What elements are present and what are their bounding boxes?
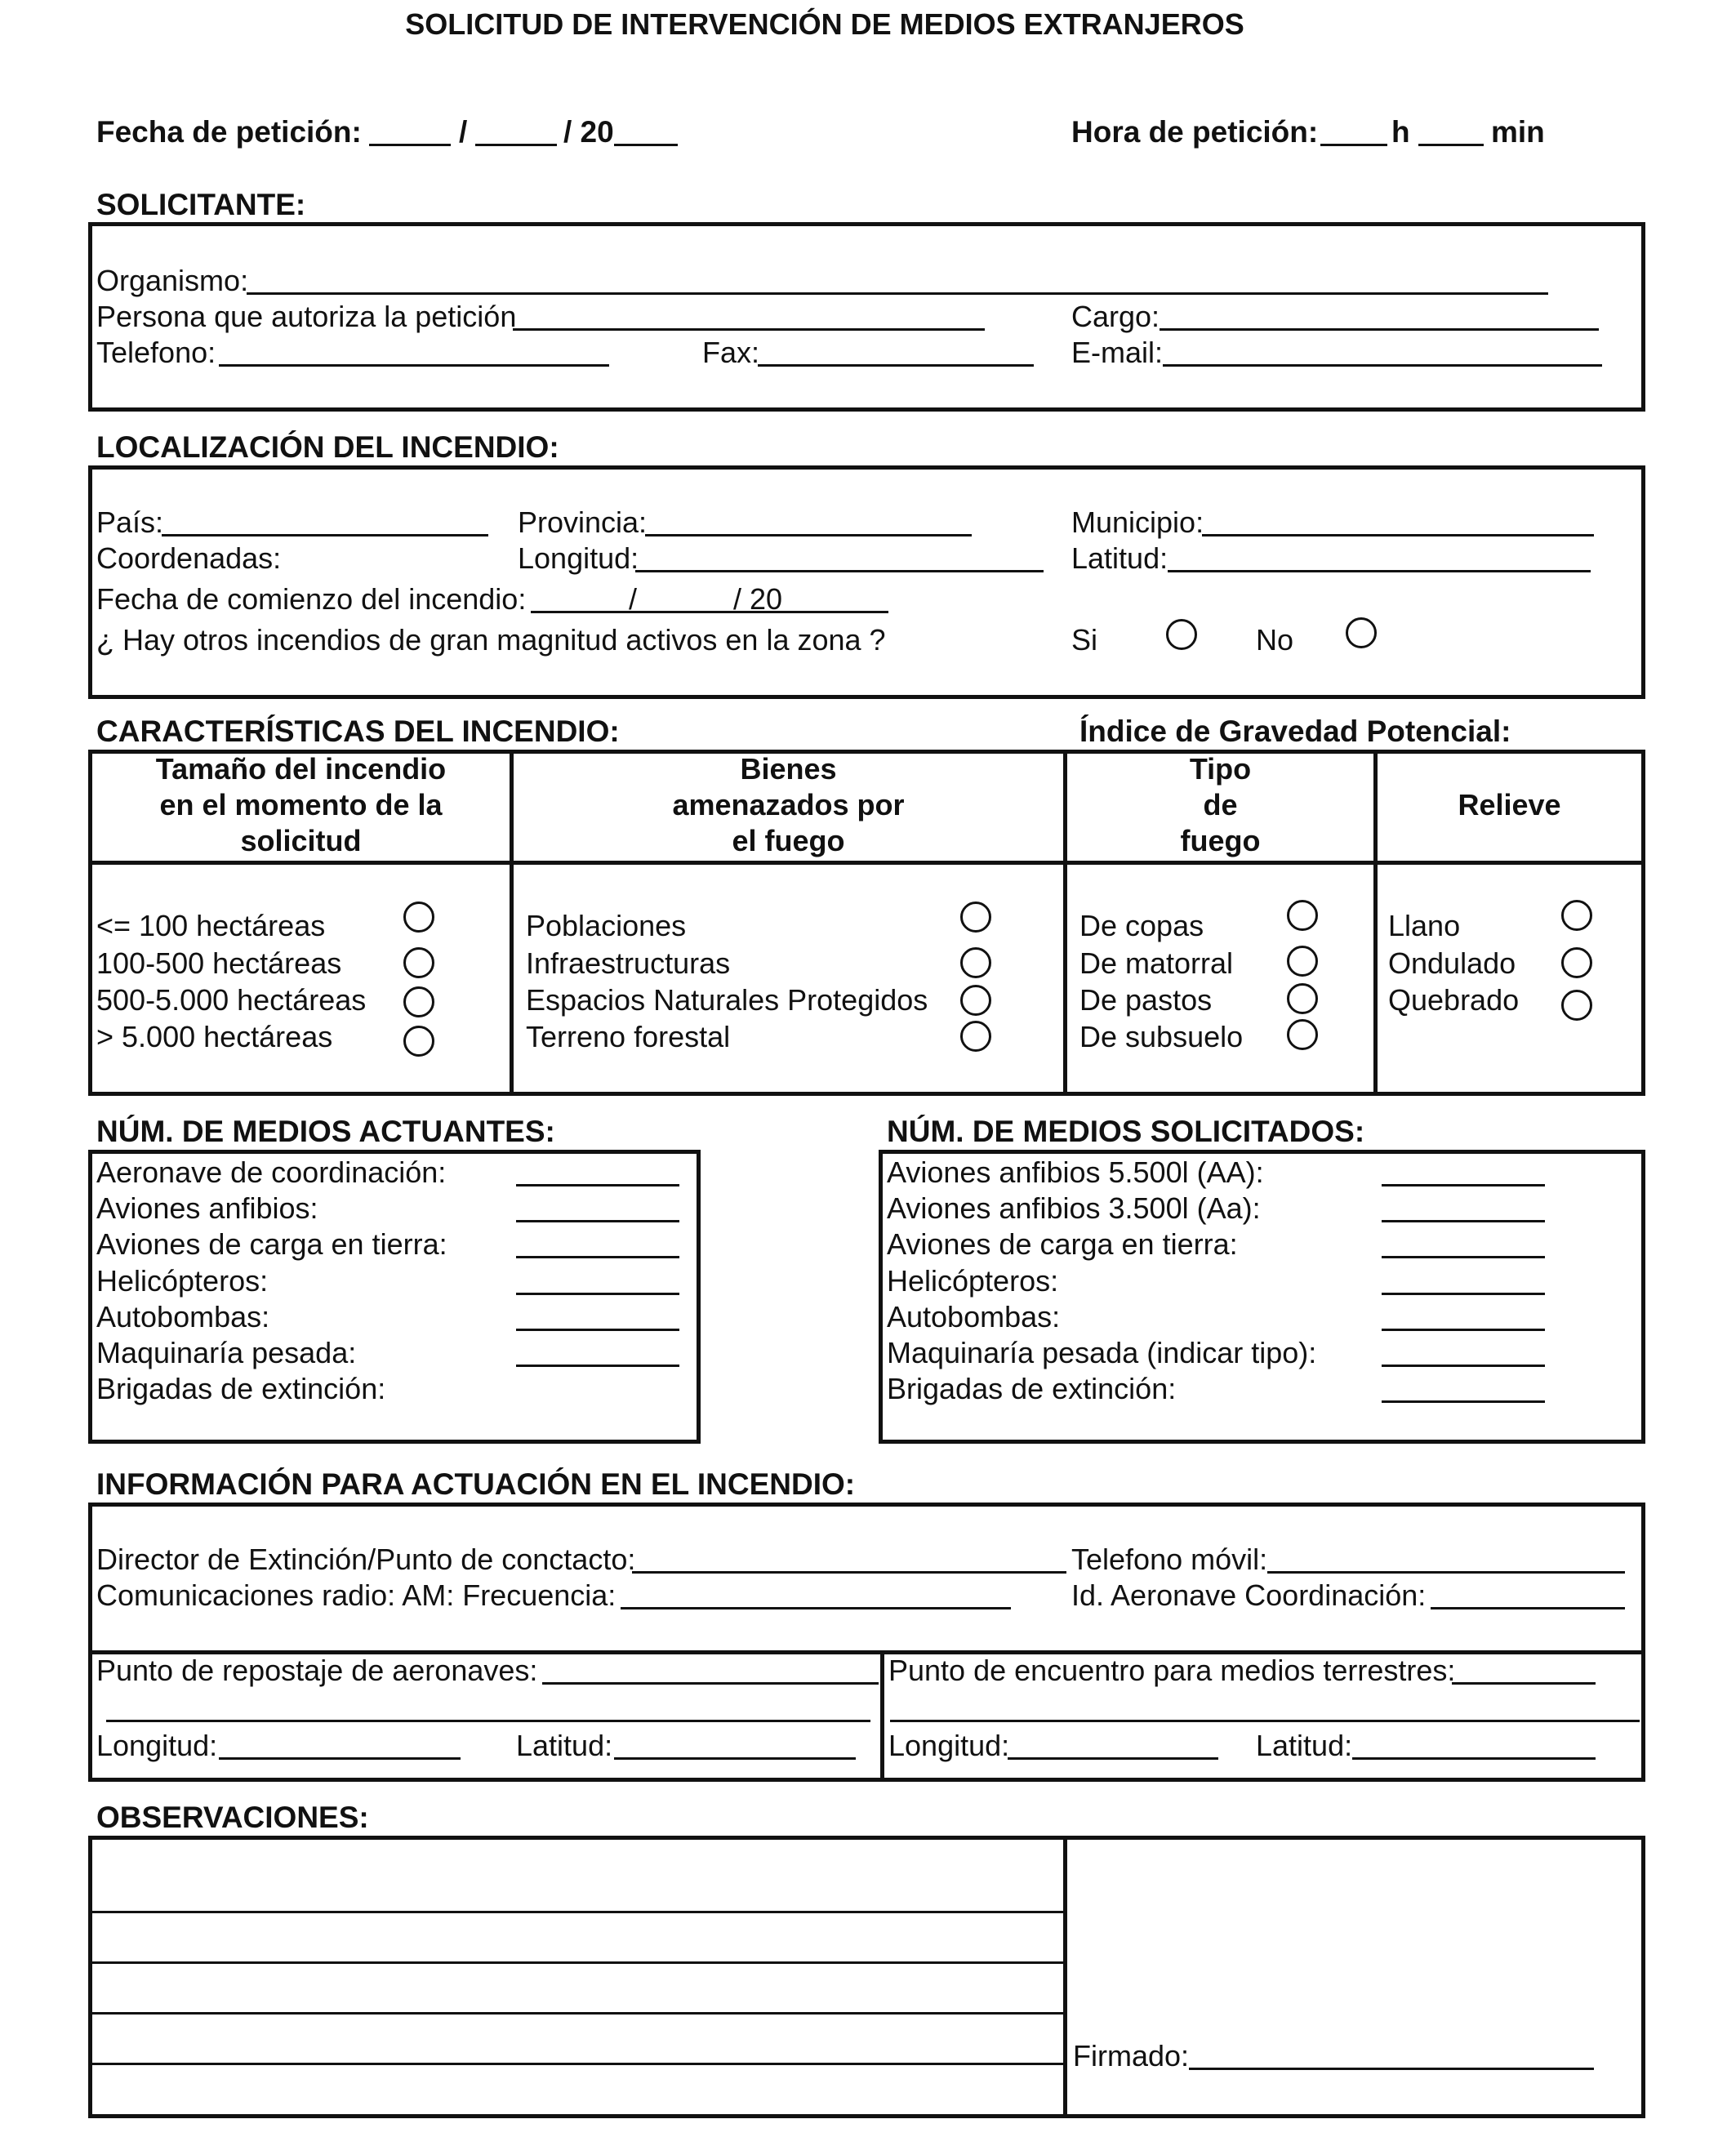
relieve-option-2: Ondulado <box>1388 946 1516 980</box>
indice-gravedad-label: Índice de Gravedad Potencial: <box>1079 715 1511 748</box>
header-tipo-line-2: de <box>1203 788 1238 821</box>
municipio-label: Municipio: <box>1071 505 1204 539</box>
provincia-label: Provincia: <box>518 505 648 539</box>
email-field[interactable] <box>1163 364 1602 367</box>
actuantes-item-3: Aviones de carga en tierra: <box>96 1227 447 1261</box>
hora-min-label: min <box>1491 115 1545 149</box>
cargo-field[interactable] <box>1160 328 1599 331</box>
hora-peticion-hours-field[interactable] <box>1320 144 1387 146</box>
observaciones-box <box>88 1836 1645 2118</box>
header-tamano-line-3: solicitud <box>240 824 362 857</box>
relieve-radio-2[interactable] <box>1561 947 1592 978</box>
tamano-option-2: 100-500 hectáreas <box>96 946 342 980</box>
longitud-label: Longitud: <box>518 541 639 575</box>
header-tipo-line-1: Tipo <box>1189 752 1252 786</box>
tipo-option-2: De matorral <box>1079 946 1234 980</box>
fax-label: Fax: <box>702 336 760 369</box>
informacion-heading: INFORMACIÓN PARA ACTUACIÓN EN EL INCENDIO: <box>96 1467 856 1501</box>
localizacion-heading: LOCALIZACIÓN DEL INCENDIO: <box>96 430 559 464</box>
provincia-field[interactable] <box>645 534 972 536</box>
municipio-field[interactable] <box>1202 534 1594 536</box>
repostaje-longitud-field[interactable] <box>219 1757 461 1760</box>
latitud-field[interactable] <box>1168 570 1591 572</box>
actuantes-item-4: Helicópteros: <box>96 1264 269 1298</box>
telefono-movil-label: Telefono móvil: <box>1071 1543 1268 1576</box>
actuantes-field-2[interactable] <box>516 1220 679 1222</box>
hora-peticion-minutes-field[interactable] <box>1418 144 1484 146</box>
encuentro-label: Punto de encuentro para medios terrestres: <box>888 1654 1456 1687</box>
relieve-option-3: Quebrado <box>1388 983 1520 1017</box>
header-bienes-line-2: amenazados por <box>672 788 905 821</box>
relieve-option-1: Llano <box>1388 909 1461 942</box>
firmado-field[interactable] <box>1189 2068 1594 2070</box>
tamano-option-4: > 5.000 hectáreas <box>96 1020 333 1053</box>
tipo-radio-4[interactable] <box>1287 1019 1318 1050</box>
header-relieve <box>1378 787 1641 823</box>
informacion-col-divider <box>880 1650 884 1782</box>
actuantes-item-1: Aeronave de coordinación: <box>96 1155 447 1189</box>
fecha-peticion-label: Fecha de petición: <box>96 115 362 149</box>
bienes-radio-3[interactable] <box>960 985 991 1016</box>
pais-field[interactable] <box>162 534 488 536</box>
bienes-option-2: Infraestructuras <box>526 946 731 980</box>
fecha-comienzo-field[interactable] <box>531 611 888 613</box>
repostaje-label: Punto de repostaje de aeronaves: <box>96 1654 538 1687</box>
header-bienes-line-3: el fuego <box>732 824 845 857</box>
caracteristicas-heading: CARACTERÍSTICAS DEL INCENDIO: <box>96 715 620 748</box>
actuantes-item-5: Autobombas: <box>96 1300 270 1333</box>
organismo-label: Organismo: <box>96 264 249 297</box>
observaciones-line-1[interactable] <box>92 1911 1063 1913</box>
repostaje-field-line-2[interactable] <box>106 1720 870 1722</box>
fecha-sep-1: / <box>459 115 468 149</box>
observaciones-col-divider <box>1063 1836 1067 2118</box>
longitud-field[interactable] <box>635 570 1044 572</box>
fecha-peticion-day-field[interactable] <box>369 144 451 146</box>
tamano-radio-1[interactable] <box>403 902 434 933</box>
id-aeronave-label: Id. Aeronave Coordinación: <box>1071 1578 1427 1612</box>
solicitados-item-5: Autobombas: <box>887 1300 1061 1333</box>
header-relieve-line-1: Relieve <box>1458 788 1561 821</box>
solicitados-field-7[interactable] <box>1382 1400 1545 1403</box>
bienes-radio-2[interactable] <box>960 947 991 978</box>
email-label: E-mail: <box>1071 336 1164 369</box>
repostaje-field[interactable] <box>542 1682 879 1685</box>
fecha-peticion-month-field[interactable] <box>475 144 557 146</box>
header-tamano-line-2: en el momento de la <box>159 788 443 821</box>
solicitados-field-2[interactable] <box>1382 1220 1545 1222</box>
actuantes-field-1[interactable] <box>516 1184 679 1186</box>
tamano-option-1: <= 100 hectáreas <box>96 909 326 942</box>
relieve-radio-3[interactable] <box>1561 990 1592 1021</box>
telefono-label: Telefono: <box>96 336 216 369</box>
actuantes-item-7: Brigadas de extinción: <box>96 1372 386 1405</box>
bienes-option-4: Terreno forestal <box>526 1020 731 1053</box>
tamano-radio-2[interactable] <box>403 947 434 978</box>
actuantes-field-6[interactable] <box>516 1365 679 1367</box>
otros-incendios-no-radio[interactable] <box>1346 617 1377 648</box>
latitud-label: Latitud: <box>1071 541 1168 575</box>
solicitados-item-4: Helicópteros: <box>887 1264 1059 1298</box>
encuentro-longitud-field[interactable] <box>1008 1757 1218 1760</box>
hora-peticion-label: Hora de petición: <box>1071 115 1319 149</box>
bienes-radio-1[interactable] <box>960 902 991 933</box>
fecha-comienzo-sep-2: / 20 <box>733 582 783 616</box>
medios-actuantes-heading: NÚM. DE MEDIOS ACTUANTES: <box>96 1115 555 1148</box>
fecha-peticion-year-field[interactable] <box>614 144 678 146</box>
bienes-option-3: Espacios Naturales Protegidos <box>526 983 928 1017</box>
solicitados-field-4[interactable] <box>1382 1293 1545 1295</box>
solicitados-item-6: Maquinaría pesada (indicar tipo): <box>887 1336 1317 1369</box>
tamano-option-3: 500-5.000 hectáreas <box>96 983 367 1017</box>
si-label: Si <box>1071 623 1098 657</box>
hora-h-label: h <box>1391 115 1410 149</box>
tipo-radio-1[interactable] <box>1287 900 1318 931</box>
actuantes-item-6: Maquinaría pesada: <box>96 1336 357 1369</box>
solicitados-field-1[interactable] <box>1382 1184 1545 1186</box>
tipo-radio-2[interactable] <box>1287 946 1318 977</box>
solicitados-field-3[interactable] <box>1382 1256 1545 1258</box>
persona-label: Persona que autoriza la petición <box>96 300 517 333</box>
organismo-field[interactable] <box>247 292 1548 295</box>
repostaje-latitud-field[interactable] <box>614 1757 856 1760</box>
actuantes-field-5[interactable] <box>516 1329 679 1331</box>
actuantes-item-2: Aviones anfibios: <box>96 1191 318 1225</box>
director-label: Director de Extinción/Punto de conctacto: <box>96 1543 636 1576</box>
otros-incendios-si-radio[interactable] <box>1166 619 1197 650</box>
header-tamano-line-1: Tamaño del incendio <box>155 752 447 786</box>
id-aeronave-field[interactable] <box>1431 1607 1625 1609</box>
observaciones-line-2[interactable] <box>92 1961 1063 1964</box>
tamano-radio-4[interactable] <box>403 1026 434 1057</box>
solicitados-field-6[interactable] <box>1382 1365 1545 1367</box>
encuentro-latitud-field[interactable] <box>1352 1757 1596 1760</box>
encuentro-longitud-label: Longitud: <box>888 1729 1010 1762</box>
actuantes-field-4[interactable] <box>516 1293 679 1295</box>
encuentro-latitud-label: Latitud: <box>1256 1729 1353 1762</box>
tipo-option-3: De pastos <box>1079 983 1213 1017</box>
header-tipo <box>1067 751 1373 859</box>
solicitados-item-7: Brigadas de extinción: <box>887 1372 1177 1405</box>
encuentro-field-line-2[interactable] <box>890 1720 1640 1722</box>
solicitados-item-3: Aviones de carga en tierra: <box>887 1227 1238 1261</box>
director-field[interactable] <box>632 1571 1066 1574</box>
frecuencia-field[interactable] <box>621 1607 1011 1609</box>
tipo-option-4: De subsuelo <box>1079 1020 1244 1053</box>
form-title: SOLICITUD DE INTERVENCIÓN DE MEDIOS EXTRANJEROS <box>405 7 1244 41</box>
actuantes-field-3[interactable] <box>516 1256 679 1258</box>
solicitados-item-2: Aviones anfibios 3.500l (Aa): <box>887 1191 1261 1225</box>
observaciones-heading: OBSERVACIONES: <box>96 1801 369 1834</box>
encuentro-field[interactable] <box>1452 1682 1596 1685</box>
repostaje-latitud-label: Latitud: <box>516 1729 613 1762</box>
solicitados-field-5[interactable] <box>1382 1329 1545 1331</box>
firmado-label: Firmado: <box>1073 2039 1190 2072</box>
fecha-comienzo-sep-1: / <box>629 582 638 616</box>
coordenadas-label: Coordenadas: <box>96 541 282 575</box>
header-bienes-line-1: Bienes <box>740 752 837 786</box>
telefono-field[interactable] <box>219 364 609 367</box>
otros-incendios-question: ¿ Hay otros incendios de gran magnitud activos en la zona ? <box>96 623 886 657</box>
header-tipo-line-3: fuego <box>1180 824 1261 857</box>
tipo-option-1: De copas <box>1079 909 1204 942</box>
fecha-comienzo-label: Fecha de comienzo del incendio: <box>96 582 527 616</box>
no-label: No <box>1256 623 1294 657</box>
repostaje-longitud-label: Longitud: <box>96 1729 218 1762</box>
observaciones-line-4[interactable] <box>92 2063 1063 2065</box>
header-tamano <box>92 751 510 859</box>
cargo-label: Cargo: <box>1071 300 1160 333</box>
caracteristicas-header-divider <box>88 861 1645 865</box>
header-bienes <box>514 751 1063 859</box>
fax-field[interactable] <box>758 364 1034 367</box>
observaciones-line-3[interactable] <box>92 2012 1063 2015</box>
tipo-radio-3[interactable] <box>1287 983 1318 1014</box>
pais-label: País: <box>96 505 164 539</box>
persona-field[interactable] <box>513 328 985 331</box>
medios-solicitados-heading: NÚM. DE MEDIOS SOLICITADOS: <box>887 1115 1365 1148</box>
tamano-radio-3[interactable] <box>403 986 434 1017</box>
fecha-sep-2: / 20 <box>563 115 614 149</box>
comunicaciones-label: Comunicaciones radio: AM: Frecuencia: <box>96 1578 617 1612</box>
bienes-option-1: Poblaciones <box>526 909 687 942</box>
relieve-radio-1[interactable] <box>1561 900 1592 931</box>
telefono-movil-field[interactable] <box>1267 1571 1625 1574</box>
solicitados-item-1: Aviones anfibios 5.500l (AA): <box>887 1155 1264 1189</box>
bienes-radio-4[interactable] <box>960 1021 991 1052</box>
solicitante-heading: SOLICITANTE: <box>96 188 306 221</box>
